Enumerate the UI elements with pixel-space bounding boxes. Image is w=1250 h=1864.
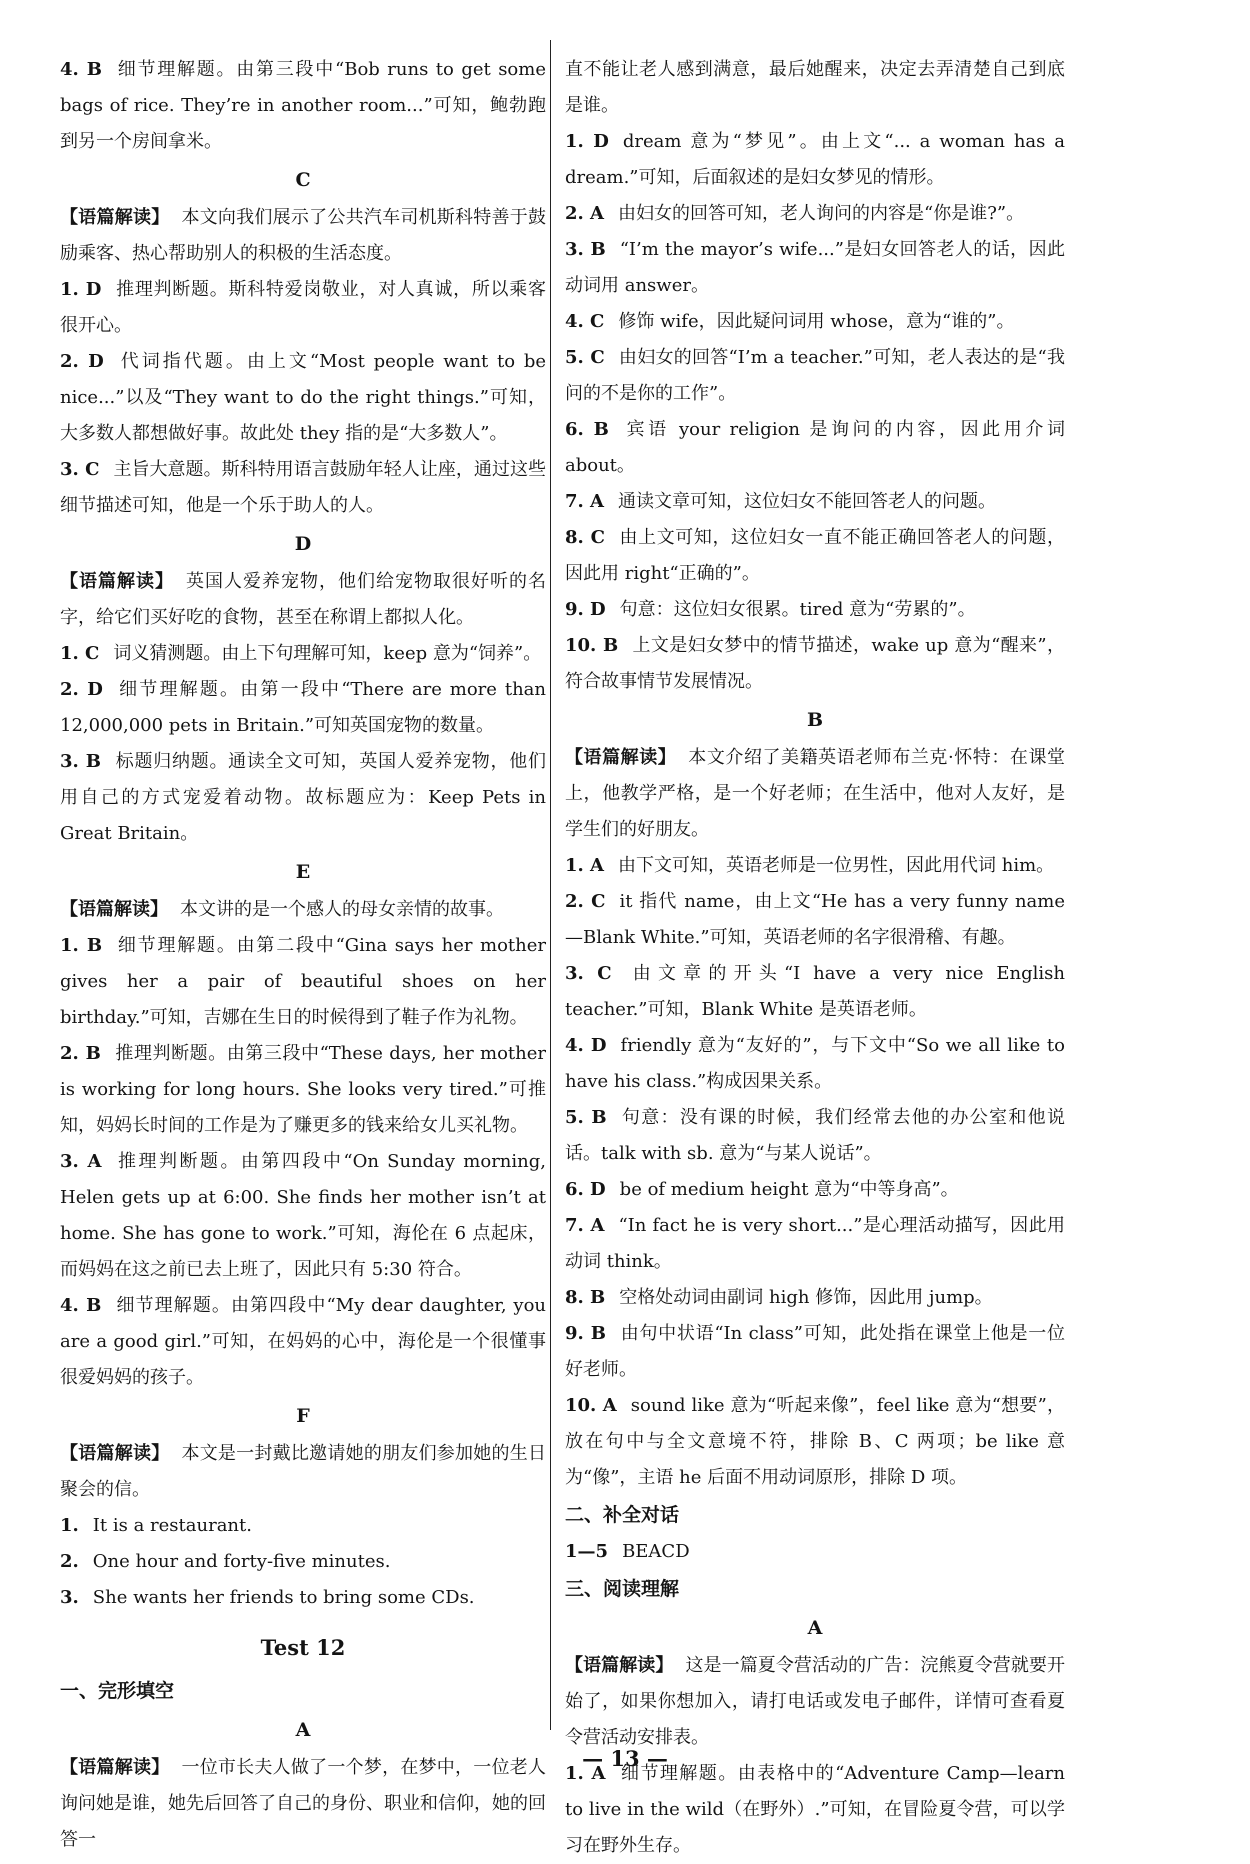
answer-explanation: 细节理解题。由第三段中“Bob runs to get some bags of rice. They’re in another room...”可知，鲍勃跑到另一个房间拿米。 [60, 59, 546, 152]
answer-item [565, 304, 1065, 340]
passage-summary [60, 892, 546, 928]
passage-heading: A [295, 1719, 311, 1741]
answer-number: 4. D [565, 1035, 607, 1056]
answer-explanation: 推理判断题。由第四段中“On Sunday morning, Helen gets up at 6:00. She finds her mother isn’t at home. She has gone to work.”可知，海伦在 6 点起床，而妈妈在这之前已去上班了，因此只有 5:30 符合。 [60, 1151, 546, 1280]
answer-explanation: 细节理解题。由第二段中“Gina says her mother gives her a pair of beautiful shoes on her birthday.”可知，吉娜在生日的时候得到了鞋子作为礼物。 [60, 935, 546, 1028]
answer-item [565, 1208, 1065, 1280]
answer-item [565, 520, 1065, 592]
page-number: — 13 — [582, 1746, 668, 1771]
answer-number: 2. D [60, 351, 104, 372]
answer-explanation: “I’m the mayor’s wife...”是妇女回答老人的话，因此动词用 answer。 [565, 239, 1065, 296]
answer-number: 1—5 [565, 1541, 609, 1562]
answer-explanation: 通读文章可知，这位妇女不能回答老人的问题。 [618, 491, 997, 512]
paragraph: 直不能让老人感到满意，最后她醒来，决定去弄清楚自己到底是谁。 [565, 59, 1065, 116]
passage-heading: E [295, 861, 311, 883]
answer-item [60, 928, 546, 1036]
answer-item [60, 1288, 546, 1396]
passage-summary [60, 200, 546, 272]
section-title: 一、完形填空 [60, 1680, 175, 1702]
answer-number: 2. [60, 1551, 79, 1572]
answer-explanation: 主旨大意题。斯科特用语言鼓励年轻人让座，通过这些细节描述可知，他是一个乐于助人的人。 [60, 459, 547, 516]
summary-text: 本文介绍了美籍英语老师布兰克·怀特：在课堂上，他教学严格，是一个好老师；在生活中，他对人友好，是学生们的好朋友。 [565, 747, 1065, 840]
answer-item [60, 636, 546, 672]
summary-text: 本文讲的是一个感人的母女亲情的故事。 [180, 899, 504, 920]
answer-item [565, 1028, 1065, 1100]
column-divider [550, 40, 551, 1730]
test-title: Test 12 [260, 1635, 346, 1660]
answer-item [60, 452, 546, 524]
answer-explanation: 由文章的开头“I have a very nice English teacher.”可知，Blank White 是英语老师。 [565, 963, 1066, 1020]
answer-item [60, 744, 546, 852]
summary-tag: 【语篇解读】 [60, 571, 174, 592]
answer-number: 2. A [565, 203, 605, 224]
answer-number: 5. C [565, 347, 605, 368]
answer-number: 1. D [60, 279, 102, 300]
answer-item [565, 628, 1065, 700]
answer-number: 6. B [565, 419, 609, 440]
answer-item [565, 124, 1065, 196]
answer-number: 10. B [565, 635, 619, 656]
answer-item [565, 340, 1065, 412]
answer-item [60, 52, 546, 160]
answer-number: 3. B [60, 751, 102, 772]
answer-item [565, 232, 1065, 304]
summary-text: 英国人爱养宠物，他们给宠物取很好听的名字，给它们买好吃的食物，甚至在称谓上都拟人化。 [60, 571, 546, 628]
answer-explanation: 细节理解题。由第一段中“There are more than 12,000,000 pets in Britain.”可知英国宠物的数量。 [60, 679, 546, 736]
answer-number: 3. B [565, 239, 606, 260]
answer-number: 7. A [565, 1215, 605, 1236]
answer-explanation: dream 意为“梦见”。由上文“... a woman has a dream.”可知，后面叙述的是妇女梦见的情形。 [565, 131, 1065, 188]
passage-summary [60, 564, 546, 636]
right-column [565, 52, 1065, 1864]
answer-explanation: 由妇女的回答“I’m a teacher.”可知，老人表达的是“我问的不是你的工作”。 [565, 347, 1065, 404]
answer-explanation: 推理判断题。由第三段中“These days, her mother is working for long hours. She looks very tired.”可推知，妈妈长时间的工作是为了赚更多的钱来给女儿买礼物。 [60, 1043, 546, 1136]
answer-item [565, 1756, 1065, 1864]
answer-explanation: 细节理解题。由表格中的“Adventure Camp—learn to live in the wild（在野外）.”可知，在冒险夏令营，可以学习在野外生存。 [565, 1763, 1065, 1856]
answer-explanation: 宾语 your religion 是询问的内容，因此用介词 about。 [565, 419, 1065, 476]
answer-number: 4. C [565, 311, 605, 332]
answer-number: 8. C [565, 527, 605, 548]
answer-number: 2. D [60, 679, 103, 700]
passage-heading: D [294, 533, 312, 555]
passage-heading: F [296, 1405, 310, 1427]
answer-item [565, 884, 1065, 956]
summary-text: 本文是一封戴比邀请她的朋友们参加她的生日聚会的信。 [60, 1443, 547, 1500]
answer-explanation: 由句中状语“In class”可知，此处指在课堂上他是一位好老师。 [565, 1323, 1065, 1380]
answer-item [565, 592, 1065, 628]
answer-item [60, 1036, 546, 1144]
answer-number: 4. B [60, 1295, 102, 1316]
answer-item [565, 848, 1065, 884]
answer-explanation: sound like 意为“听起来像”，feel like 意为“想要”，放在句中与全文意境不符，排除 B、C 两项；be like 意为“像”，主语 he 后面不用动词原形，排除 D 项。 [565, 1395, 1065, 1488]
answer-explanation: One hour and forty-five minutes. [92, 1551, 391, 1572]
answer-explanation: 细节理解题。由第四段中“My dear daughter, you are a good girl.”可知，在妈妈的心中，海伦是一个很懂事很爱妈妈的孩子。 [60, 1295, 546, 1388]
summary-text: 这是一篇夏令营活动的广告：浣熊夏令营就要开始了，如果你想加入，请打电话或发电子邮件，详情可查看夏令营活动安排表。 [565, 1655, 1066, 1748]
answer-explanation: friendly 意为“友好的”，与下文中“So we all like to have his class.”构成因果关系。 [565, 1035, 1065, 1092]
summary-tag: 【语篇解读】 [60, 1443, 170, 1464]
summary-tag: 【语篇解读】 [60, 899, 168, 920]
answer-explanation: 由上文可知，这位妇女一直不能正确回答老人的问题，因此用 right“正确的”。 [565, 527, 1065, 584]
answer-explanation: BEACD [622, 1541, 690, 1562]
answer-item [565, 1388, 1065, 1496]
answer-number: 1. C [60, 643, 100, 664]
answer-item [60, 1508, 546, 1544]
summary-tag: 【语篇解读】 [60, 207, 170, 228]
passage-heading: A [807, 1617, 823, 1639]
answer-number: 6. D [565, 1179, 606, 1200]
answer-number: 2. B [60, 1043, 101, 1064]
answer-number: 2. C [565, 891, 606, 912]
answer-explanation: it 指代 name，由上文“He has a very funny name—Blank White.”可知，英语老师的名字很滑稽、有趣。 [565, 891, 1065, 948]
answer-item [565, 484, 1065, 520]
answer-number: 3. [60, 1587, 79, 1608]
answer-explanation: 推理判断题。斯科特爱岗敬业，对人真诚，所以乘客很开心。 [60, 279, 546, 336]
answer-explanation: She wants her friends to bring some CDs. [92, 1587, 475, 1608]
answer-item [60, 1580, 546, 1616]
answer-explanation: 句意：没有课的时候，我们经常去他的办公室和他说话。talk with sb. 意为“与某人说话”。 [565, 1107, 1065, 1164]
answer-number: 3. C [60, 459, 100, 480]
answer-item [60, 344, 546, 452]
answer-explanation: 由下文可知，英语老师是一位男性，因此用代词 him。 [618, 855, 1055, 876]
answer-number: 3. C [565, 963, 612, 984]
answer-explanation: 空格处动词由副词 high 修饰，因此用 jump。 [619, 1287, 993, 1308]
answer-number: 4. B [60, 59, 103, 80]
section-title: 三、阅读理解 [565, 1578, 680, 1600]
answer-explanation: It is a restaurant. [92, 1515, 252, 1536]
section-title: 二、补全对话 [565, 1504, 680, 1526]
answer-number: 1. [60, 1515, 79, 1536]
answer-number: 1. A [565, 1763, 606, 1784]
answer-item [565, 956, 1065, 1028]
answer-item [565, 412, 1065, 484]
answer-item [565, 1100, 1065, 1172]
left-column [60, 52, 546, 1858]
answer-number: 1. B [60, 935, 103, 956]
summary-tag: 【语篇解读】 [565, 1655, 674, 1676]
answer-item [565, 1316, 1065, 1388]
answer-number: 5. B [565, 1107, 607, 1128]
answer-explanation: 由妇女的回答可知，老人询问的内容是“你是谁?”。 [618, 203, 1025, 224]
answer-item [565, 1534, 1065, 1570]
answer-item [60, 672, 546, 744]
answer-number: 3. A [60, 1151, 102, 1172]
answer-item [565, 196, 1065, 232]
passage-summary [60, 1436, 546, 1508]
answer-item [60, 272, 546, 344]
passage-summary [565, 1648, 1065, 1756]
answer-number: 8. B [565, 1287, 606, 1308]
answer-explanation: 修饰 wife，因此疑问词用 whose，意为“谁的”。 [618, 311, 1015, 332]
answer-number: 7. A [565, 491, 605, 512]
answer-number: 10. A [565, 1395, 617, 1416]
answer-explanation: 词义猜测题。由上下句理解可知，keep 意为“饲养”。 [113, 643, 542, 664]
passage-heading: C [295, 169, 311, 191]
passage-summary [565, 740, 1065, 848]
summary-tag: 【语篇解读】 [565, 747, 677, 768]
answer-item [60, 1144, 546, 1288]
answer-explanation: be of medium height 意为“中等身高”。 [619, 1179, 959, 1200]
answer-number: 1. D [565, 131, 609, 152]
answer-item [60, 1544, 546, 1580]
summary-tag: 【语篇解读】 [60, 1757, 170, 1778]
answer-number: 9. D [565, 599, 606, 620]
answer-explanation: “In fact he is very short...”是心理活动描写，因此用动词 think。 [565, 1215, 1065, 1272]
answer-item [565, 1280, 1065, 1316]
summary-text: 一位市长夫人做了一个梦，在梦中，一位老人询问她是谁，她先后回答了自己的身份、职业和信仰，她的回答一 [60, 1757, 547, 1850]
answer-number: 9. B [565, 1323, 606, 1344]
answer-number: 1. A [565, 855, 605, 876]
summary-text: 本文向我们展示了公共汽车司机斯科特善于鼓励乘客、热心帮助别人的积极的生活态度。 [60, 207, 547, 264]
answer-explanation: 上文是妇女梦中的情节描述，wake up 意为“醒来”，符合故事情节发展情况。 [565, 635, 1065, 692]
answer-explanation: 句意：这位妇女很累。tired 意为“劳累的”。 [619, 599, 976, 620]
answer-item [565, 1172, 1065, 1208]
answer-explanation: 标题归纳题。通读全文可知，英国人爱养宠物，他们用自己的方式宠爱着动物。故标题应为：Keep Pets in Great Britain。 [60, 751, 546, 844]
answer-explanation: 代词指代题。由上文“Most people want to be nice...”以及“They want to do the right things.”可知，大多数人都想做好事。故此处 they 指的是“大多数人”。 [60, 351, 547, 444]
passage-heading: B [806, 709, 824, 731]
